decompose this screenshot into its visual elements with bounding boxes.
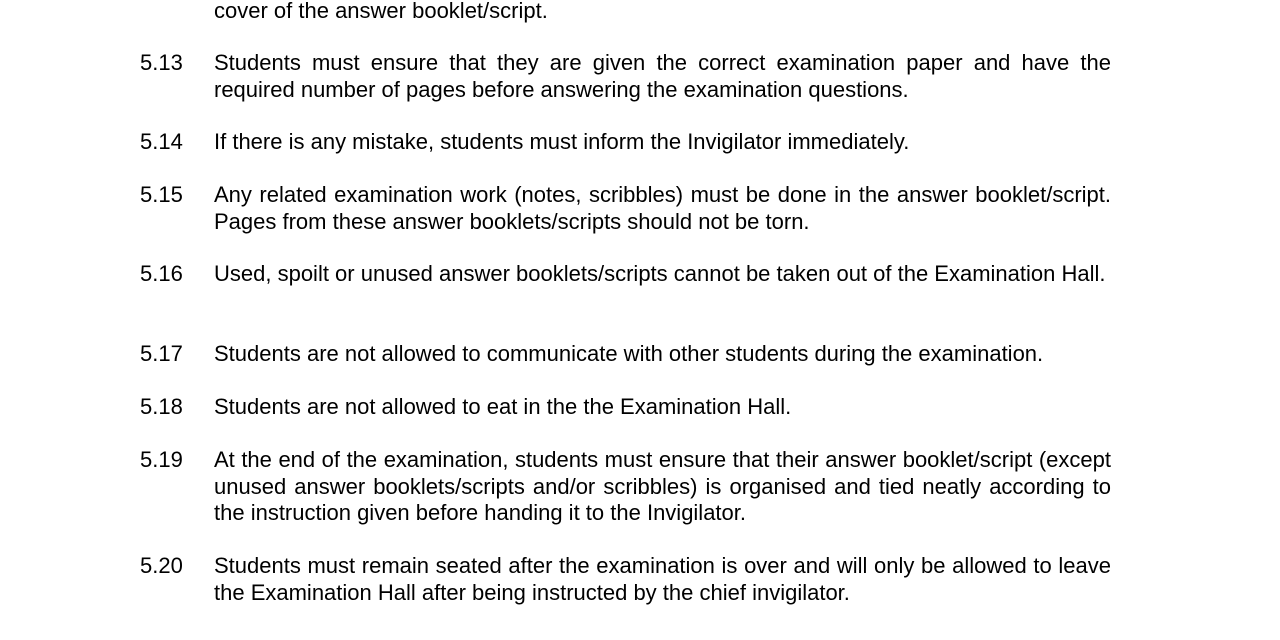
rule-number: 5.17 xyxy=(140,341,183,366)
rule-text: Students are not allowed to communicate with other students during the examination. xyxy=(214,341,1044,366)
rule-text: Students must remain seated after the examination is over and will only be allowed to leave the Examination Hall after being instructed by the chief invigilator. xyxy=(214,553,1111,605)
rule-item xyxy=(140,261,1111,288)
rule-item xyxy=(140,394,1111,421)
rule-text: Used, spoilt or unused answer booklets/scripts cannot be taken out of the Examination Hall. xyxy=(214,261,1106,286)
rule-item xyxy=(140,129,1111,156)
rule-text: Students must ensure that they are given the correct examination paper and have the required number of pages before answering the examination questions. xyxy=(214,50,1111,102)
rule-number: 5.15 xyxy=(140,182,183,207)
rule-number: 5.19 xyxy=(140,447,183,472)
rule-text: Any related examination work (notes, scribbles) must be done in the answer booklet/script. Pages from these answer booklets/scripts should not be torn. xyxy=(214,182,1111,234)
rule-text: Students are not allowed to eat in the the Examination Hall. xyxy=(214,394,792,419)
continuation-text: cover of the answer booklet/script. xyxy=(214,0,548,23)
rule-item xyxy=(140,553,1111,606)
rule-number: 5.20 xyxy=(140,553,183,578)
rule-number: 5.14 xyxy=(140,129,183,154)
rule-text: If there is any mistake, students must inform the Invigilator immediately. xyxy=(214,129,910,154)
rule-item xyxy=(140,447,1111,527)
rule-text: At the end of the examination, students must ensure that their answer booklet/script (except unused answer booklets/scripts and/or scribbles) is organised and tied neatly according to the instruction given before handing it to the Invigilator. xyxy=(214,447,1111,525)
rule-item xyxy=(140,182,1111,235)
rule-number: 5.16 xyxy=(140,261,183,286)
rule-number: 5.13 xyxy=(140,50,183,75)
rule-number: 5.18 xyxy=(140,394,183,419)
rule-item xyxy=(140,50,1111,103)
rule-item xyxy=(140,341,1111,368)
